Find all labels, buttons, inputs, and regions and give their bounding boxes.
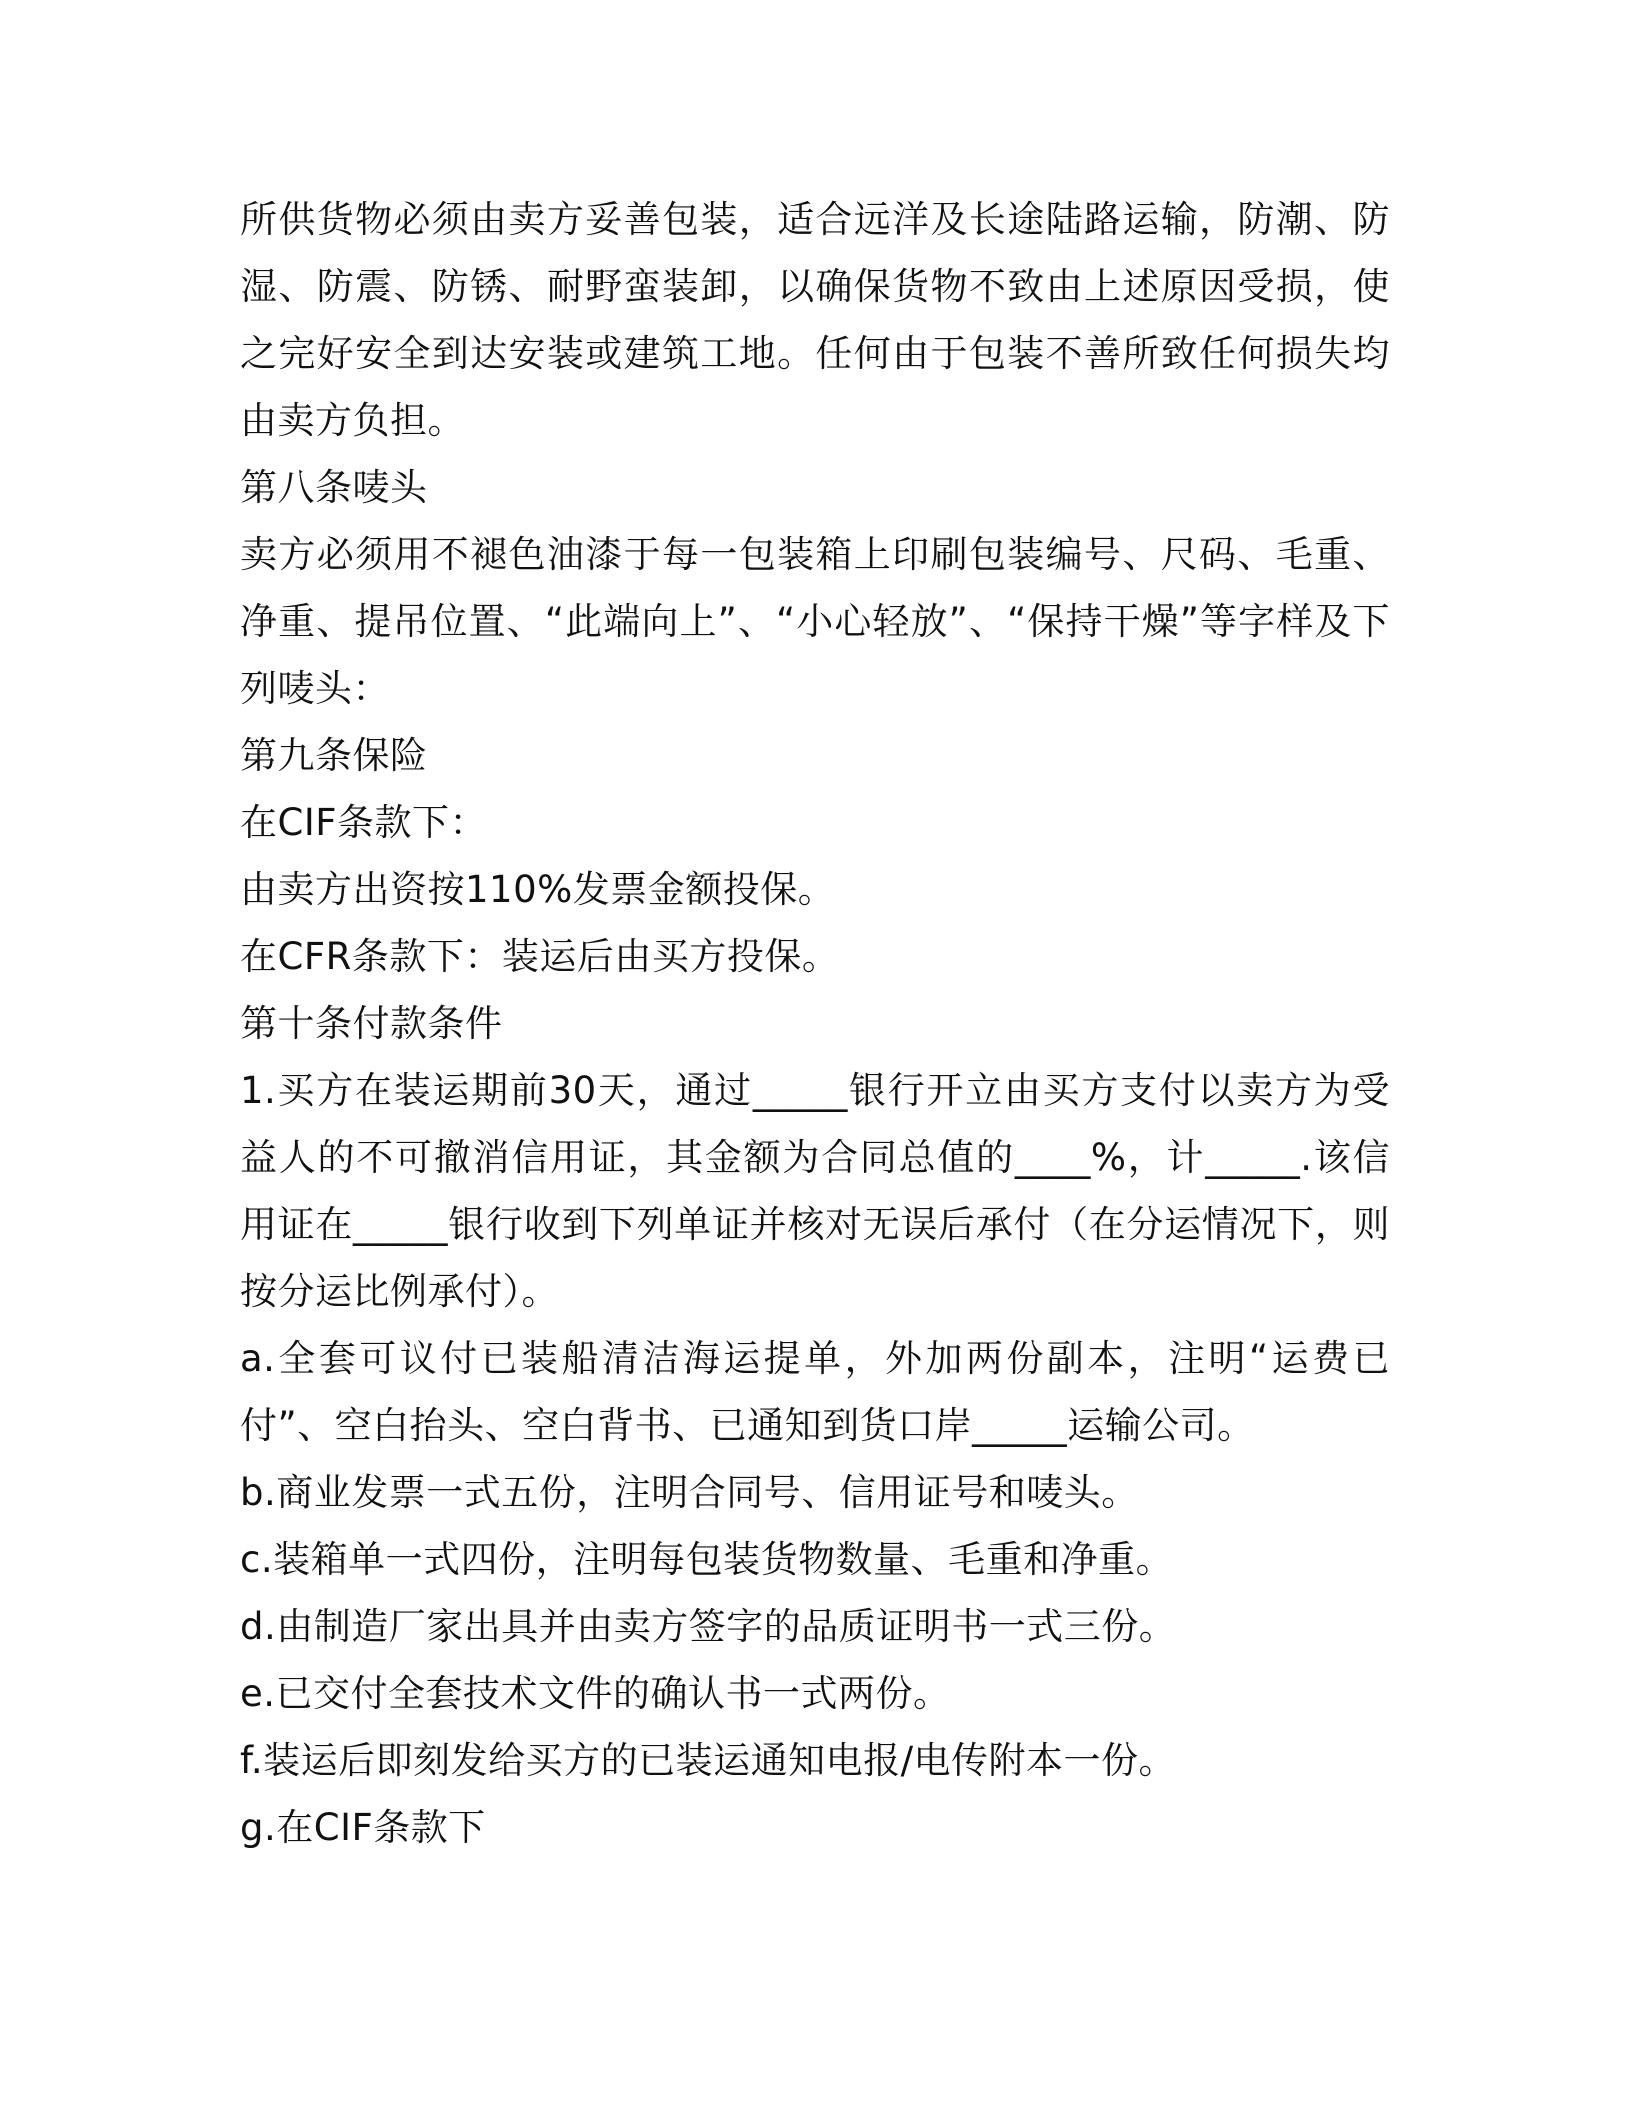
cfr-insurance-text: 在CFR条款下：装运后由买方投保。 [240, 935, 840, 978]
document-item-a: a.全套可议付已装船清洁海运提单，外加两份副本，注明“运费已付”、空白抬头、空白背书、已通知到货口岸_____运输公司。 [240, 1337, 1390, 1447]
document-item-d: d.由制造厂家出具并由卖方签字的品质证明书一式三份。 [240, 1605, 1177, 1648]
payment-clause-1: 1.买方在装运期前30天，通过_____银行开立由买方支付以卖方为受益人的不可撤消信用证，其金额为合同总值的____%，计_____.该信用证在_____银行收到下列单证并核对无误后承付（在分运情况下，则按分运比例承付）。 [240, 1069, 1390, 1313]
document-item-c: c.装箱单一式四份，注明每包装货物数量、毛重和净重。 [240, 1538, 1174, 1581]
article-8-heading: 第八条唛头 [240, 466, 428, 509]
article-10-heading: 第十条付款条件 [240, 1002, 503, 1045]
packing-paragraph: 所供货物必须由卖方妥善包装，适合远洋及长途陆路运输，防潮、防湿、防震、防锈、耐野蛮装卸，以确保货物不致由上述原因受损，使之完好安全到达安装或建筑工地。任何由于包装不善所致任何损失均由卖方负担。 [240, 198, 1390, 442]
document-item-b: b.商业发票一式五份，注明合同号、信用证号和唛头。 [240, 1471, 1139, 1514]
article-9-heading: 第九条保险 [240, 734, 428, 777]
document-item-g: g.在CIF条款下 [240, 1806, 486, 1849]
document-body [240, 186, 1390, 1861]
cif-insurance-label: 在CIF条款下： [240, 801, 488, 844]
document-item-f: f.装运后即刻发给买方的已装运通知电报/电传附本一份。 [240, 1739, 1177, 1782]
document-item-e: e.已交付全套技术文件的确认书一式两份。 [240, 1672, 951, 1715]
marking-paragraph: 卖方必须用不褪色油漆于每一包装箱上印刷包装编号、尺码、毛重、净重、提吊位置、“此端向上”、“小心轻放”、“保持干燥”等字样及下列唛头： [240, 533, 1390, 710]
cif-insurance-text: 由卖方出资按110%发票金额投保。 [240, 868, 836, 911]
